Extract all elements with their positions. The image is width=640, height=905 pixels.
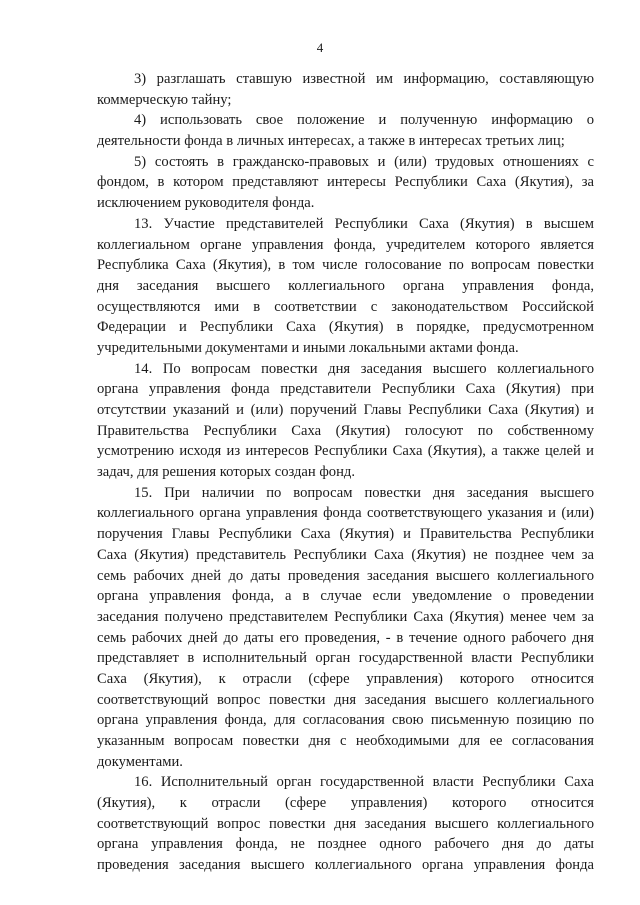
text-line: соответствующий вопрос повестки дня заседания высшего коллегиального [97,691,594,708]
text-line: поручения Главы Республики Саха (Якутия) и Правительства Республики [97,526,594,543]
text-line: 14. По вопросам повестки дня заседания высшего коллегиального [134,360,594,377]
document-body [97,69,594,876]
text-line: заседания получено представителем Республики Саха (Якутия) менее чем за [97,608,594,625]
text-line: органа управления фонда, не позднее одного рабочего дня до даты [97,836,594,853]
paragraph-clause-16 [97,772,594,875]
text-line: органа управления фонда, а в случае если уведомление о проведении [97,588,594,605]
text-line: осуществляются ими в соответствии с законодательством Российской [97,298,594,315]
text-line: усмотрению исходя из интересов Республики Саха (Якутия), а также целей и [97,443,594,460]
text-line: 15. При наличии по вопросам повестки дня заседания высшего [134,484,594,501]
text-line: семь рабочих дней до даты проведения заседания высшего коллегиального [97,567,594,584]
text-line: 13. Участие представителей Республики Саха (Якутия) в высшем [134,215,594,232]
text-line: задач, для решения которых создан фонд. [97,464,355,481]
text-line: Саха (Якутия) представитель Республики Саха (Якутия) не позднее чем за [97,546,594,563]
text-line: Федерации и Республики Саха (Якутия) в порядке, предусмотренном [97,319,594,336]
text-line: исключением руководителя фонда. [97,195,315,212]
text-line: Республика Саха (Якутия), в том числе голосование по вопросам повестки [97,257,594,274]
text-line: документами. [97,753,183,770]
text-line: коммерческую тайну; [97,91,232,108]
paragraph-clause-13 [97,214,594,359]
page-number: 4 [316,40,324,55]
text-line: указанным вопросам повестки дня с необходимыми для ее согласования [97,733,594,749]
text-line: представляет в исполнительный орган государственной власти Республики [97,650,594,667]
text-line: (Якутия), к отрасли (сфере управления) которого относится [97,795,594,812]
text-line: 16. Исполнительный орган государственной власти Республики Саха [134,774,594,791]
text-line: учредительными документами и иными локальными актами фонда. [97,339,519,356]
text-line: 5) состоять в гражданско-правовых и (или) трудовых отношениях с [134,153,594,170]
paragraph-item-3 [97,69,594,110]
text-line: семь рабочих дней до даты его проведения, - в течение одного рабочего дня [97,629,594,646]
text-line: дня заседания высшего коллегиального органа управления фонда, [97,277,594,294]
paragraph-item-4 [97,110,594,151]
text-line: Саха (Якутия), к отрасли (сфере управления) которого относится [97,670,594,687]
text-line: 3) разглашать ставшую известной им информацию, составляющую [134,71,594,87]
text-line: органа управления фонда, для согласования свою письменную позицию по [97,712,594,729]
text-line: соответствующий вопрос повестки дня заседания высшего коллегиального [97,815,594,832]
paragraph-clause-14 [97,359,594,483]
paragraph-clause-15 [97,483,594,773]
text-line: отсутствии указаний и (или) поручений Главы Республики Саха (Якутия) и [97,402,594,418]
text-line: коллегиального органа управления фонда соответствующего указания и (или) [97,505,594,522]
text-line: 4) использовать свое положение и полученную информацию о [134,112,594,129]
text-line: Правительства Республики Саха (Якутия) голосуют по собственному [97,422,594,439]
text-line: коллегиальном органе управления фонда, учредителем которого является [97,236,594,253]
paragraph-item-5 [97,152,594,214]
text-line: органа управления фонда представители Республики Саха (Якутия) при [97,381,594,398]
text-line: деятельности фонда в личных интересах, а также в интересах третьих лиц; [97,133,565,150]
text-line: проведения заседания высшего коллегиального органа управления фонда [97,857,594,874]
text-line: фондом, в котором представляют интересы Республики Саха (Якутия), за [97,174,594,191]
